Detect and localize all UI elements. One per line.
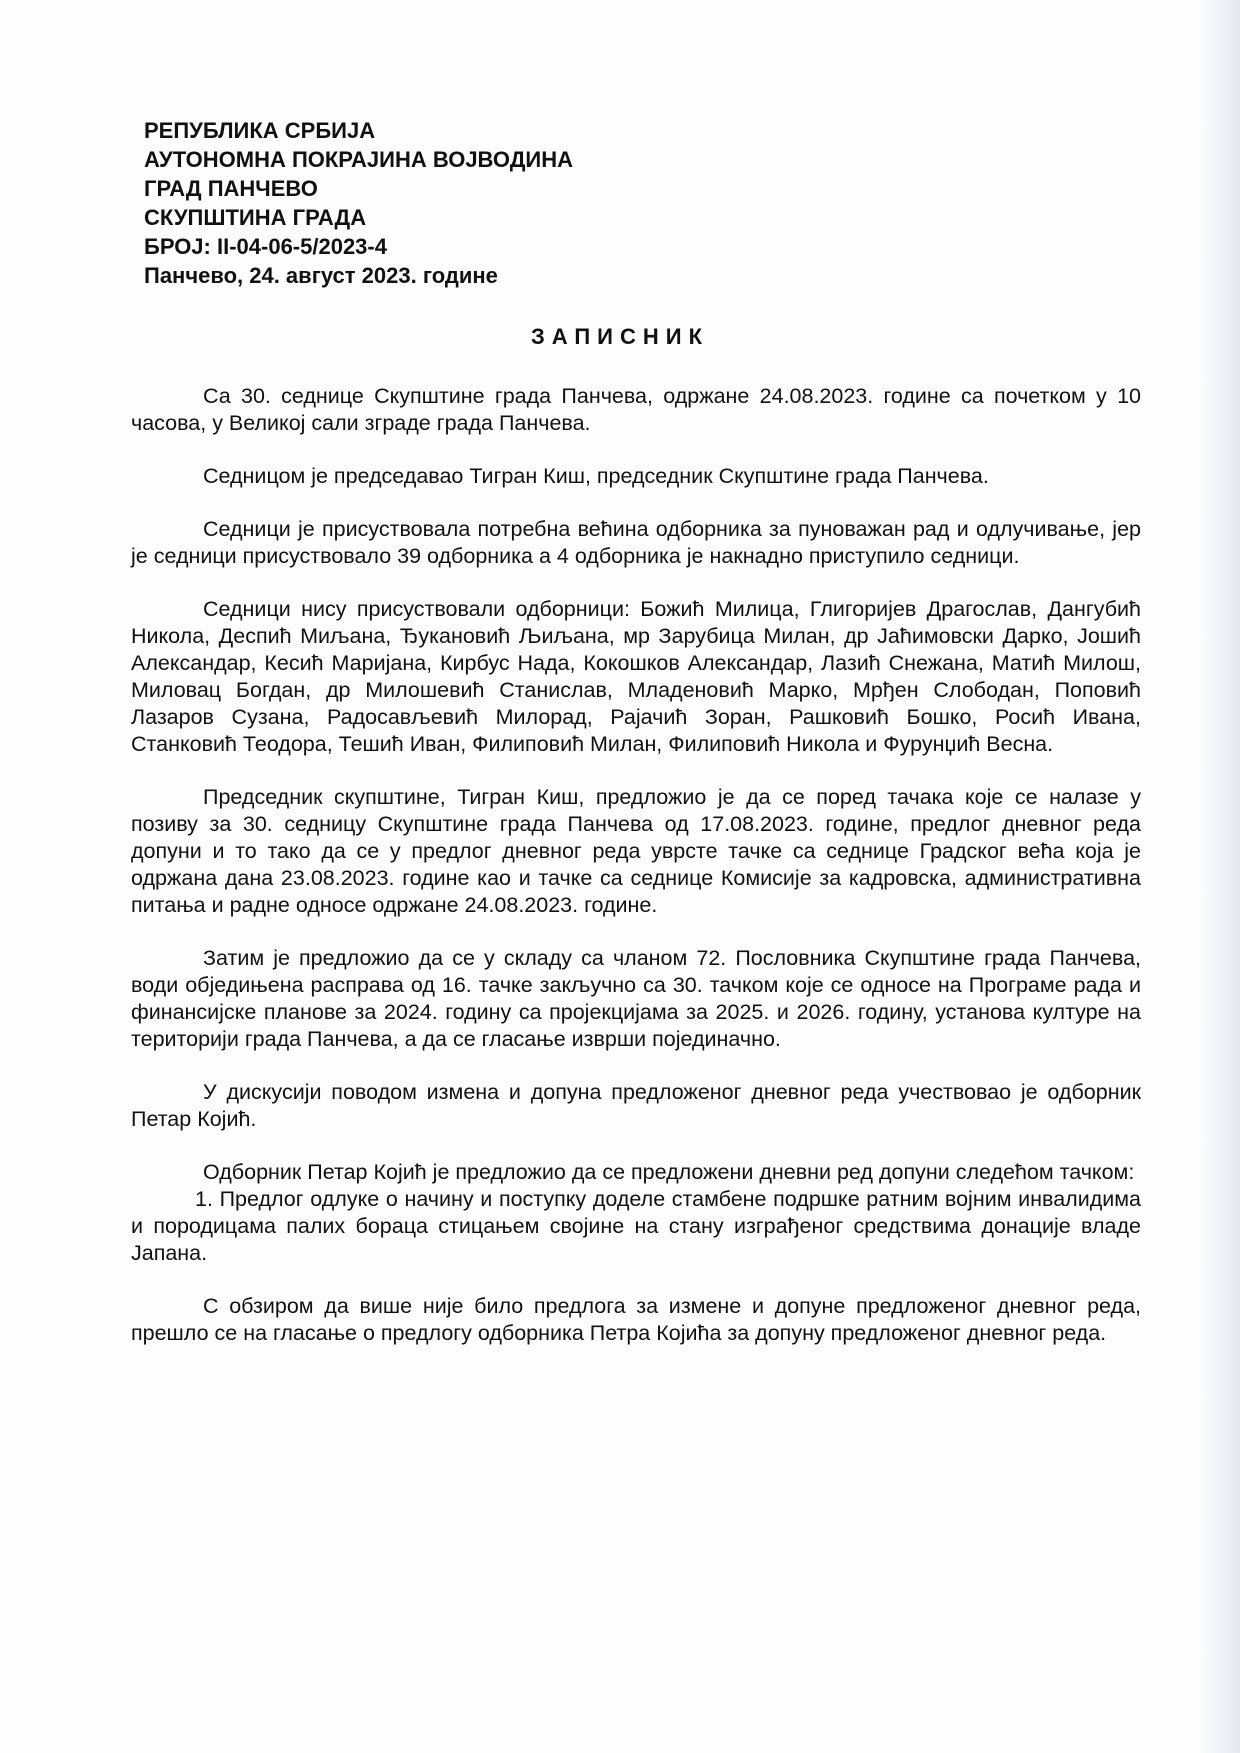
header-line-republic: РЕПУБЛИКА СРБИЈА (144, 118, 376, 143)
document-body (131, 383, 1141, 1373)
paragraph-quorum: Седници је присуствовала потребна већина одборника за пуноважан рад и одлучивање, јер је седници присуствовало 39 одборника а 4 одборника је накнадно приступило седници. (131, 517, 1141, 568)
header-line-province: АУТОНОМНА ПОКРАЈИНА ВОЈВОДИНА (144, 147, 573, 172)
paragraph-joint-debate: Затим је предложио да се у складу са чланом 72. Пословника Скупштине града Панчева, води обједињена расправа од 16. тачке закључно са 30. тачком које се односе на Програме рада и финансијске планове за 2024. годину са пројекцијама за 2025. и 2026. годину, установа културе на територији града Панчева, а да се гласање изврши појединачно. (131, 946, 1141, 1051)
paragraph-session-info: Са 30. седнице Скупштине града Панчева, одржане 24.08.2023. године са почетком у 10 часова, у Великој сали зграде града Панчева. (131, 384, 1141, 435)
document-header (144, 116, 844, 290)
paragraph-closing: С обзиром да више није било предлога за измене и допуне предложеног дневног реда, прешло се на гласање о предлогу одборника Петра Којића за допуну предложеног дневног реда. (131, 1294, 1141, 1345)
header-line-number: БРОЈ: II-04-06-5/2023-4 (144, 234, 387, 259)
paragraph-proposal-item: 1. Предлог одлуке о начину и поступку доделе стамбене подршке ратним војним инвалидима и породицама палих бораца стицањем својине на стану изграђеног средствима донације владе Јапана. (131, 1187, 1141, 1265)
header-line-city: ГРАД ПАНЧЕВО (144, 176, 318, 201)
header-line-assembly: СКУПШТИНА ГРАДА (144, 205, 367, 230)
paragraph-proposal-intro: Одборник Петар Којић је предложио да се предложени дневни ред допуни следећом тачком: (203, 1160, 1135, 1184)
paragraph-chairman: Седницом је председавао Тигран Киш, председник Скупштине града Панчева. (203, 464, 989, 488)
document-title: ЗАПИСНИК (530, 324, 710, 349)
paragraph-discussion: У дискусији поводом измена и допуна предложеног дневног реда учествовао је одборник Петар Којић. (131, 1080, 1141, 1131)
header-line-date: Панчево, 24. август 2023. године (144, 263, 498, 288)
paragraph-absent-members: Седници нису присуствовали одборници: Божић Милица, Глигоријев Драгослав, Дангубић Никола, Деспић Миљана, Ђукановић Љиљана, мр Зарубица Милан, др Јаћимовски Дарко, Јошић Александар, Кесић Маријана, Кирбус Нада, Кокошков Александар, Лазић Снежана, Матић Милош, Миловац Богдан, др Милошевић Станислав, Младеновић Марко, Мрђен Слободан, Поповић Лазаров Сузана, Радосављевић Милорад, Рајачић Зоран, Рашковић Бошко, Росић Ивана, Станковић Теодора, Тешић Иван, Филиповић Милан, Филиповић Никола и Фурунџић Весна. (131, 597, 1141, 756)
scan-edge-shadow (1200, 0, 1240, 1753)
paragraph-agenda-proposal: Председник скупштине, Тигран Киш, предложио је да се поред тачака које се налазе у позиву за 30. седницу Скупштине града Панчева од 17.08.2023. године, предлог дневног реда допуни и то тако да се у предлог дневног реда уврсте тачке са седнице Градског већа која је одржана дана 23.08.2023. године као и тачке са седнице Комисије за кадровска, административна питања и радне односе одржане 24.08.2023. године. (131, 785, 1141, 917)
